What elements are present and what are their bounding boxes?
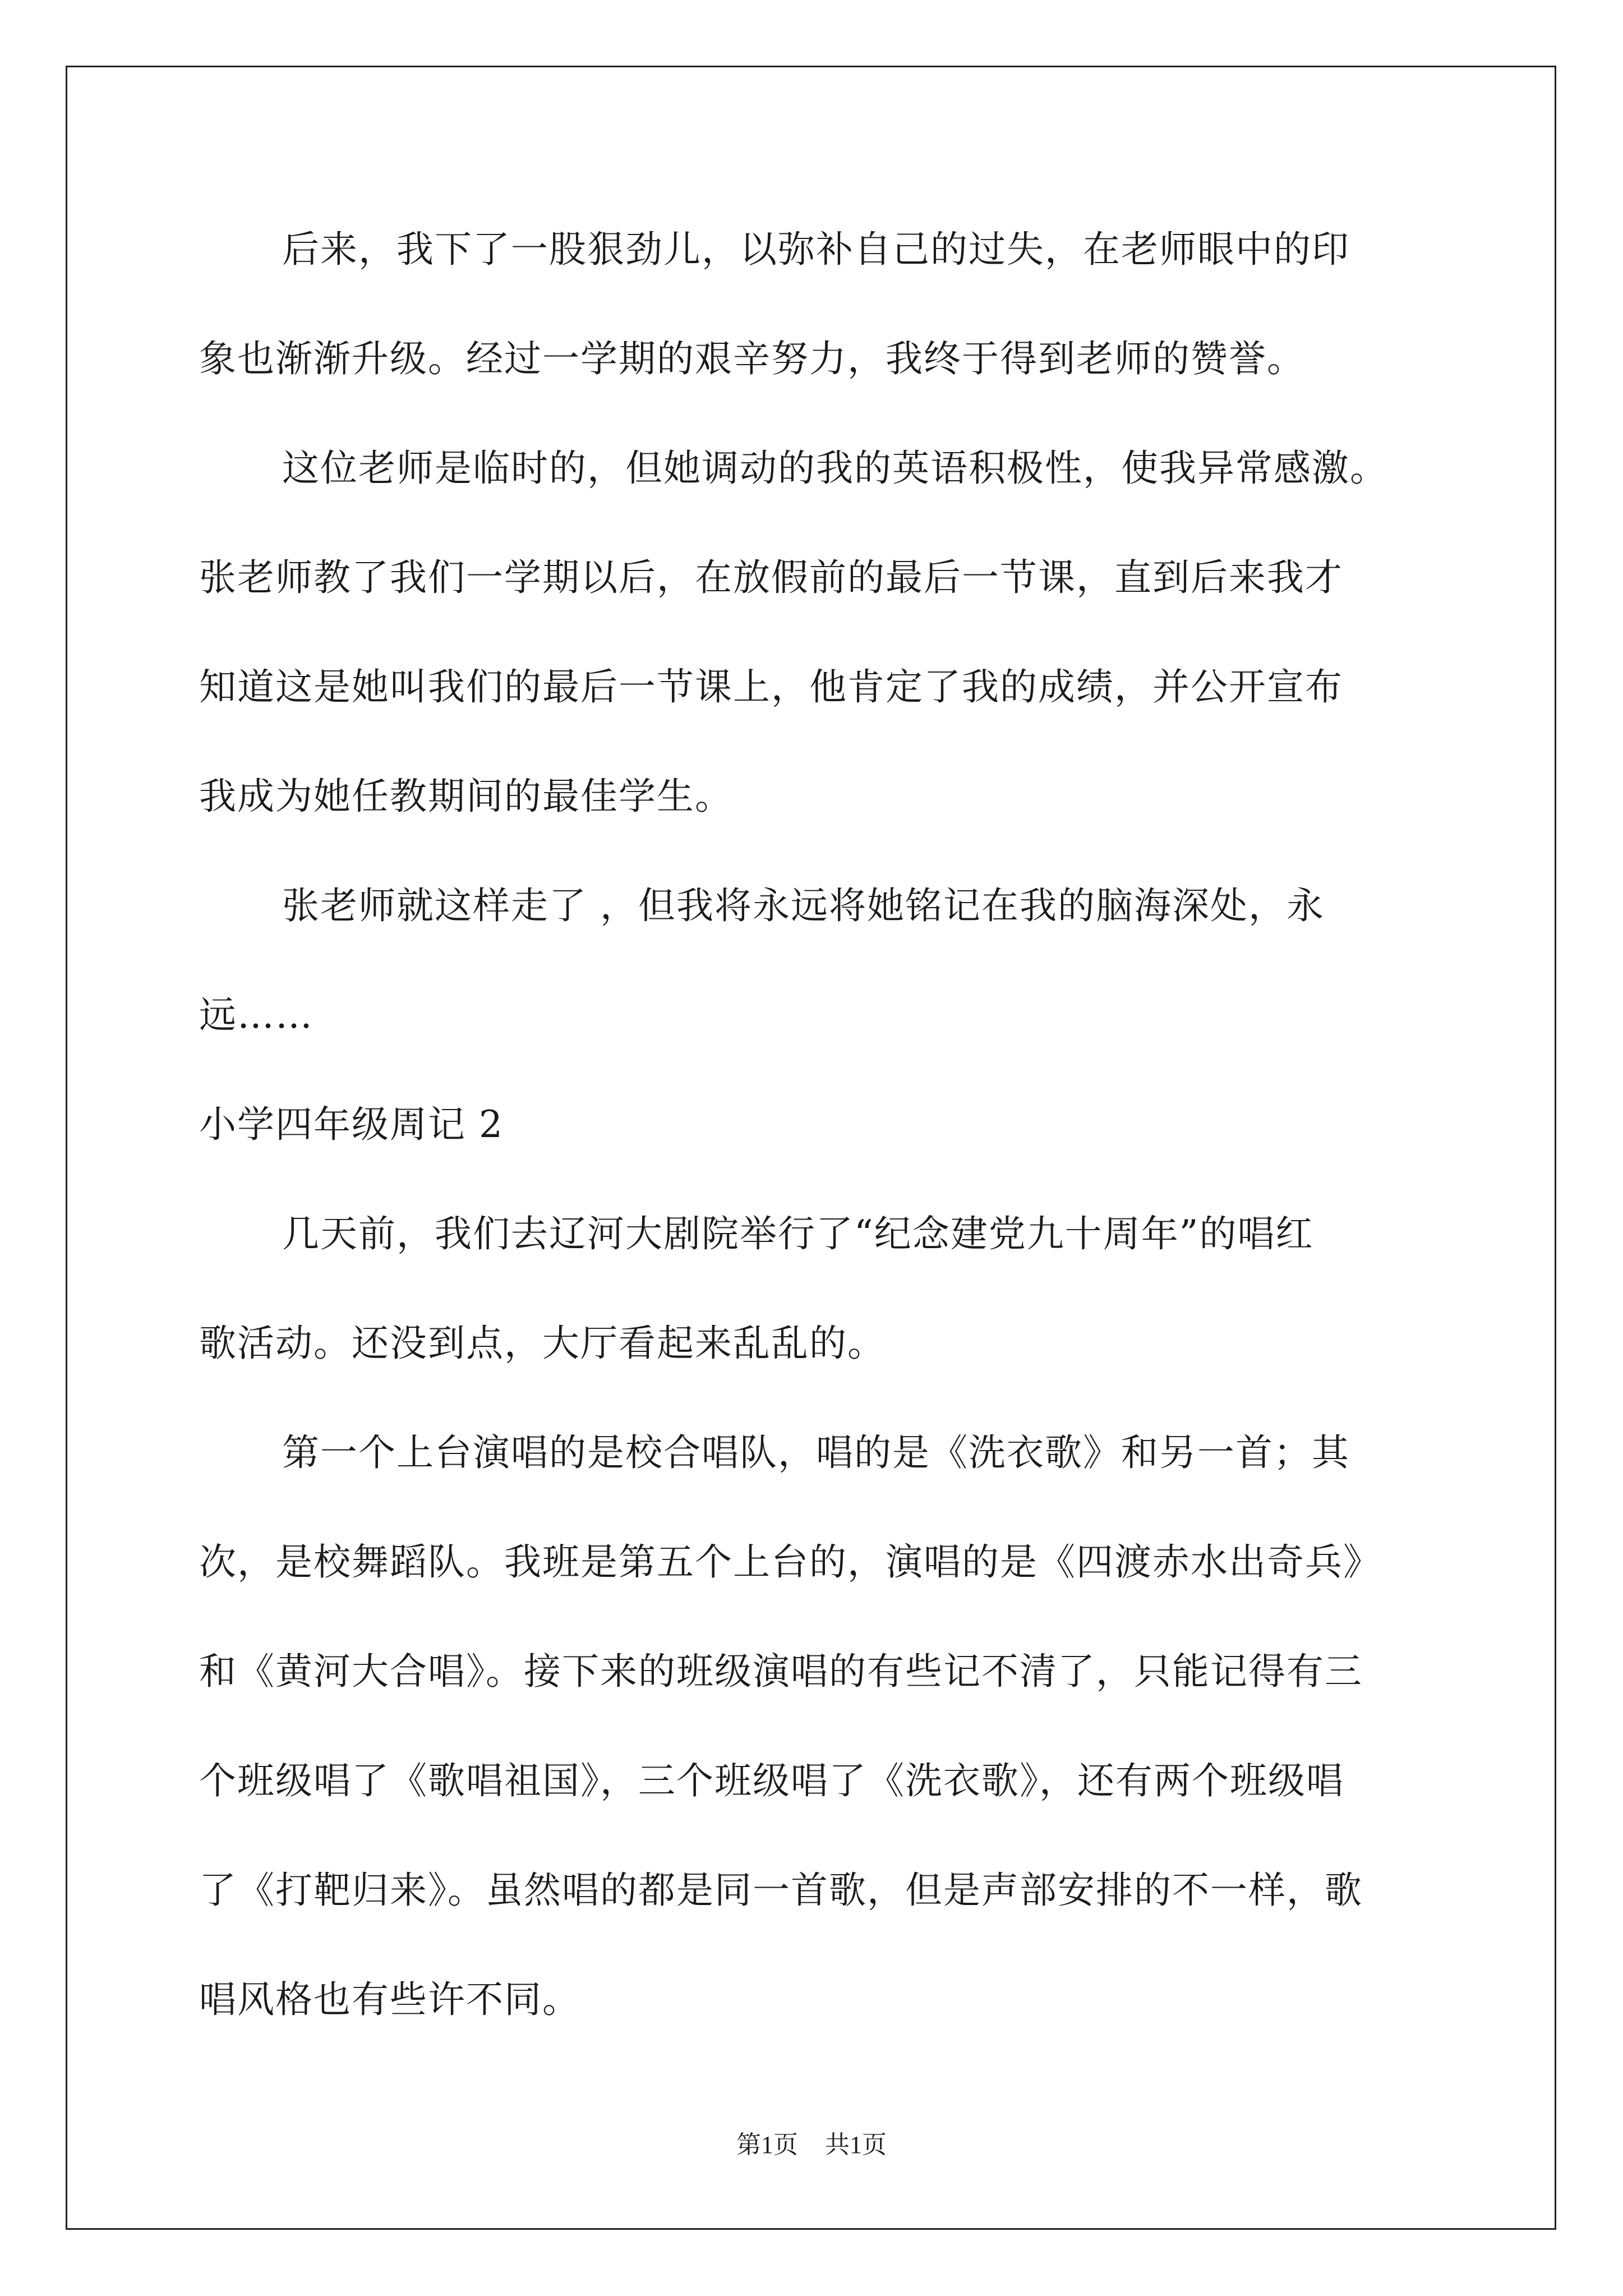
paragraph-5-line-5: 了《打靶归来》。虽然唱的都是同一首歌，但是声部安排的不一样，歌 xyxy=(199,1869,1363,1912)
paragraph-2-line-4: 我成为她任教期间的最佳学生。 xyxy=(199,775,733,818)
page-footer xyxy=(0,2129,1623,2161)
paragraph-2-line-3: 知道这是她叫我们的最后一节课上，他肯定了我的成绩，并公开宣布 xyxy=(199,665,1343,708)
page-number: 第1页 xyxy=(736,2131,798,2159)
paragraph-5-line-1: 第一个上台演唱的是校合唱队，唱的是《洗衣歌》和另一首；其 xyxy=(282,1431,1350,1474)
paragraph-4-line-1: 几天前，我们去辽河大剧院举行了“纪念建党九十周年”的唱红 xyxy=(282,1212,1314,1255)
paragraph-3-line-1: 张老师就这样走了 ，但我将永远将她铭记在我的脑海深处，永 xyxy=(282,884,1325,927)
paragraph-3-line-2: 远…… xyxy=(199,993,313,1037)
paragraph-2-line-2: 张老师教了我们一学期以后，在放假前的最后一节课，直到后来我才 xyxy=(199,556,1343,599)
paragraph-1-line-1: 后来，我下了一股狠劲儿，以弥补自己的过失，在老师眼中的印 xyxy=(282,228,1350,271)
page-total: 共1页 xyxy=(825,2131,887,2159)
section-heading: 小学四年级周记 2 xyxy=(199,1103,504,1146)
paragraph-2-line-1: 这位老师是临时的，但她调动的我的英语积极性，使我异常感激。 xyxy=(282,447,1388,490)
paragraph-5-line-3: 和《黄河大合唱》。接下来的班级演唱的有些记不清了，只能记得有三 xyxy=(199,1650,1363,1693)
paragraph-1-line-2: 象也渐渐升级。经过一学期的艰辛努力，我终于得到老师的赞誉。 xyxy=(199,337,1305,380)
paragraph-4-line-2: 歌活动。还没到点，大厅看起来乱乱的。 xyxy=(199,1322,886,1365)
paragraph-5-line-4: 个班级唱了《歌唱祖国》，三个班级唱了《洗衣歌》，还有两个班级唱 xyxy=(199,1759,1344,1802)
paragraph-5-line-2: 次，是校舞蹈队。我班是第五个上台的，演唱的是《四渡赤水出奇兵》 xyxy=(199,1540,1381,1584)
paragraph-5-line-6: 唱风格也有些许不同。 xyxy=(199,1978,580,2021)
